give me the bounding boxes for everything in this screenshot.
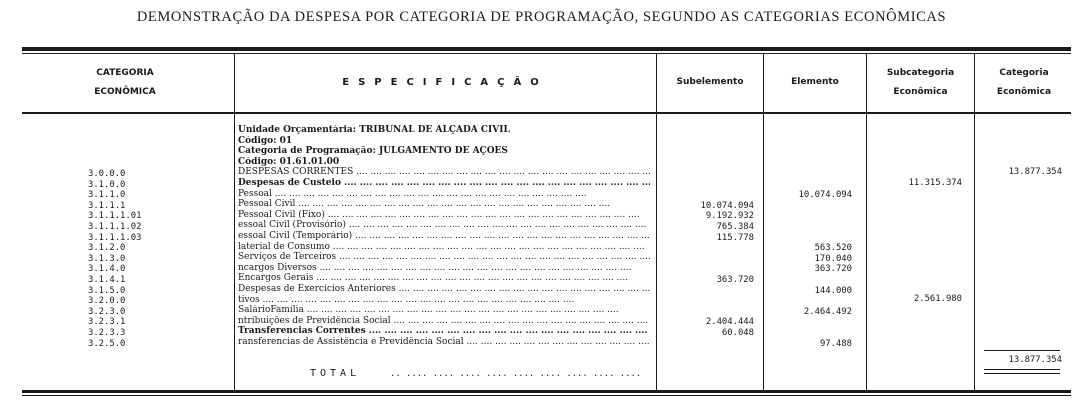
header-line: CATEGORIA [96,68,154,78]
column-divider [656,54,657,390]
row-specification: Pessoal Civil (Fixo) .... [238,210,650,221]
subelemento-value: 60.048 [721,328,754,338]
row-code: 3.1.5.0 [88,285,126,296]
subelemento-value: 9.192.932 [705,211,754,222]
header-line: Categoria [999,68,1049,78]
column-divider [866,54,867,390]
row-code: 3.2.0.0 [88,296,126,307]
subcategoria-value: 2.561.980 [913,294,962,305]
table-bottom-rule-thin [22,395,1071,396]
row-specification: DESPESAS CORRENTES .... [238,167,650,178]
table-top-rule [22,47,1071,51]
row-specification: tivos .... [238,295,650,306]
table-top-rule-thin [22,53,1071,54]
row-code: 3.2.5.0 [88,338,126,349]
row-code: 3.1.1.0 [88,190,126,201]
row-code: 3.1.3.0 [88,253,126,264]
header-subcategoria [868,64,973,102]
row-specification: essoal Civil (Temporário) .... [238,231,650,242]
row-specification: essoal Civil (Provisório) .... [238,220,650,231]
row-specification: laterial de Consumo .... [238,242,650,253]
row-specification: SalárioFamília .... [238,305,650,316]
row-code: 3.1.1.1.01 [88,211,142,222]
page-title: DEMONSTRAÇÃO DA DESPESA POR CATEGORIA DE PROGRAMAÇÃO, SEGUNDO AS CATEGORIAS ECONÔMICAS [136,9,947,25]
header-categoria [976,64,1072,102]
total-label: TOTAL [310,368,361,379]
header-subelemento: Subelemento [676,77,744,87]
header-line: ECONÔMICA [94,87,156,97]
header-categoria-economica [60,64,190,102]
intro-line: Categoria de Programação: JULGAMENTO DE AÇÕES [238,146,508,157]
intro-line: Código: 01.61.01.00 [238,156,340,167]
row-code: 3.1.1.1.03 [88,232,142,243]
elemento-value: 2.464.492 [803,306,852,317]
header-elemento: Elemento [791,77,839,87]
total-value: 13.877.354 [1008,355,1062,365]
specification-column [238,125,650,347]
subelemento-value: 363.720 [716,275,754,285]
row-code: 3.2.3.0 [88,306,126,317]
row-specification: ransferencias de Assistência e Previdência Social .... [238,337,650,348]
total-rule [984,373,1060,374]
row-specification: Despesas de Custeio .... [238,178,650,189]
intro-line: Código: 01 [238,135,293,146]
row-code: 3.1.0.0 [88,179,126,190]
column-divider [234,54,235,390]
header-line: Econômica [996,87,1052,97]
header-line: Econômica [893,87,948,97]
total-rule [984,369,1060,370]
elemento-value: 10.074.094 [798,190,852,201]
total-rule [984,350,1060,351]
elemento-value: 363.720 [814,264,852,275]
row-code: 3.2.3.1 [88,317,126,328]
row-specification: Encargos Gerais .... [238,273,650,284]
row-code: 3.1.4.1 [88,274,126,285]
elemento-value: 97.488 [819,338,852,349]
categoria-value: 13.877.354 [1008,167,1062,177]
subcategoria-value: 11.315.374 [908,177,962,188]
row-specification: ncargos Diversos .... [238,263,650,274]
table-bottom-rule [22,390,1071,393]
subelemento-value: 10.074.094 [700,200,754,211]
row-specification: Pessoal .... [238,189,650,200]
header-especificacao: ESPECIFICAÇÃO [342,77,548,88]
row-code: 3.2.3.3 [88,327,126,338]
row-code: 3.1.1.1 [88,200,126,211]
row-specification: Serviços de Terceiros .... [238,252,650,263]
row-specification: Pessoal Civil .... [238,199,650,210]
subelemento-value: 2.404.444 [705,317,754,328]
elemento-value: 144.000 [814,285,852,296]
header-separator [22,112,1071,114]
elemento-value: 563.520 [814,243,852,254]
row-code: 3.0.0.0 [88,169,126,179]
row-specification: ntribuições de Previdência Social .... [238,316,650,327]
row-code: 3.1.1.1.02 [88,221,142,232]
row-code: 3.1.2.0 [88,243,126,254]
row-specification: Transferencias Correntes .... [238,326,650,337]
row-specification: Despesas de Exercícios Anteriores .... [238,284,650,295]
column-divider [974,54,975,390]
intro-line: Unidade Orçamentária: TRIBUNAL DE ALÇADA CIVIL [238,125,510,135]
total-leader-dots: .. .... .... .... .... .... .... .... .... .... [390,369,642,379]
subelemento-value: 765.384 [716,222,754,232]
codes-column [88,169,178,349]
elemento-value: 170.040 [814,253,852,264]
subelemento-value: 115.778 [716,232,754,243]
row-code: 3.1.4.0 [88,264,126,275]
header-line: Subcategoria [886,68,955,78]
column-divider [763,54,764,390]
